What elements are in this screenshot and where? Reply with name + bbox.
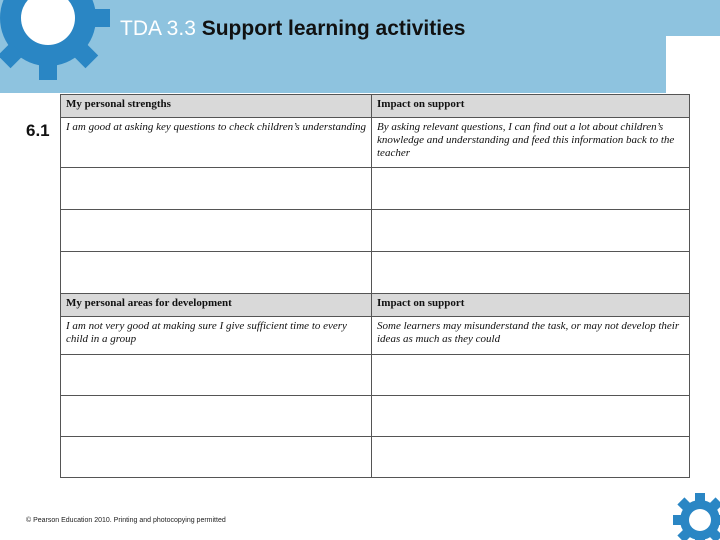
title-main: Support learning activities — [201, 17, 466, 40]
strength-cell — [61, 168, 372, 210]
development-header-row — [61, 294, 690, 317]
development-impact-header: Impact on support — [372, 294, 690, 317]
strengths-impact-header: Impact on support — [372, 95, 690, 118]
page-title — [120, 17, 465, 41]
strength-cell: I am good at asking key questions to check children’s understanding — [61, 118, 372, 168]
development-header: My personal areas for development — [61, 294, 372, 317]
strength-impact-cell — [372, 168, 690, 210]
table-row — [61, 355, 690, 396]
table-row — [61, 118, 690, 168]
copyright-footer: © Pearson Education 2010. Printing and photocopying permitted — [26, 517, 226, 524]
strength-impact-cell — [372, 210, 690, 252]
development-impact-cell — [372, 437, 690, 478]
development-cell — [61, 437, 372, 478]
section-number: 6.1 — [26, 121, 50, 140]
header-notch — [666, 36, 720, 94]
gear-icon-bottom-right — [670, 490, 720, 540]
strength-cell — [61, 210, 372, 252]
table-row — [61, 252, 690, 294]
table-row — [61, 210, 690, 252]
development-impact-cell — [372, 355, 690, 396]
strength-cell — [61, 252, 372, 294]
table-row — [61, 317, 690, 355]
title-prefix: TDA 3.3 — [120, 17, 196, 40]
table-row — [61, 168, 690, 210]
gear-icon-top-left — [0, 0, 110, 96]
development-cell — [61, 355, 372, 396]
strength-impact-cell — [372, 252, 690, 294]
table-row — [61, 437, 690, 478]
development-cell — [61, 396, 372, 437]
strength-impact-cell: By asking relevant questions, I can find out a lot about children’s knowledge and understanding and feed this information back to the teacher — [372, 118, 690, 168]
development-impact-cell: Some learners may misunderstand the task, or may not develop their ideas as much as they could — [372, 317, 690, 355]
worksheet-table — [60, 94, 690, 478]
table-row — [61, 396, 690, 437]
strengths-header-row — [61, 95, 690, 118]
development-cell: I am not very good at making sure I give sufficient time to every child in a group — [61, 317, 372, 355]
strengths-header: My personal strengths — [61, 95, 372, 118]
development-impact-cell — [372, 396, 690, 437]
